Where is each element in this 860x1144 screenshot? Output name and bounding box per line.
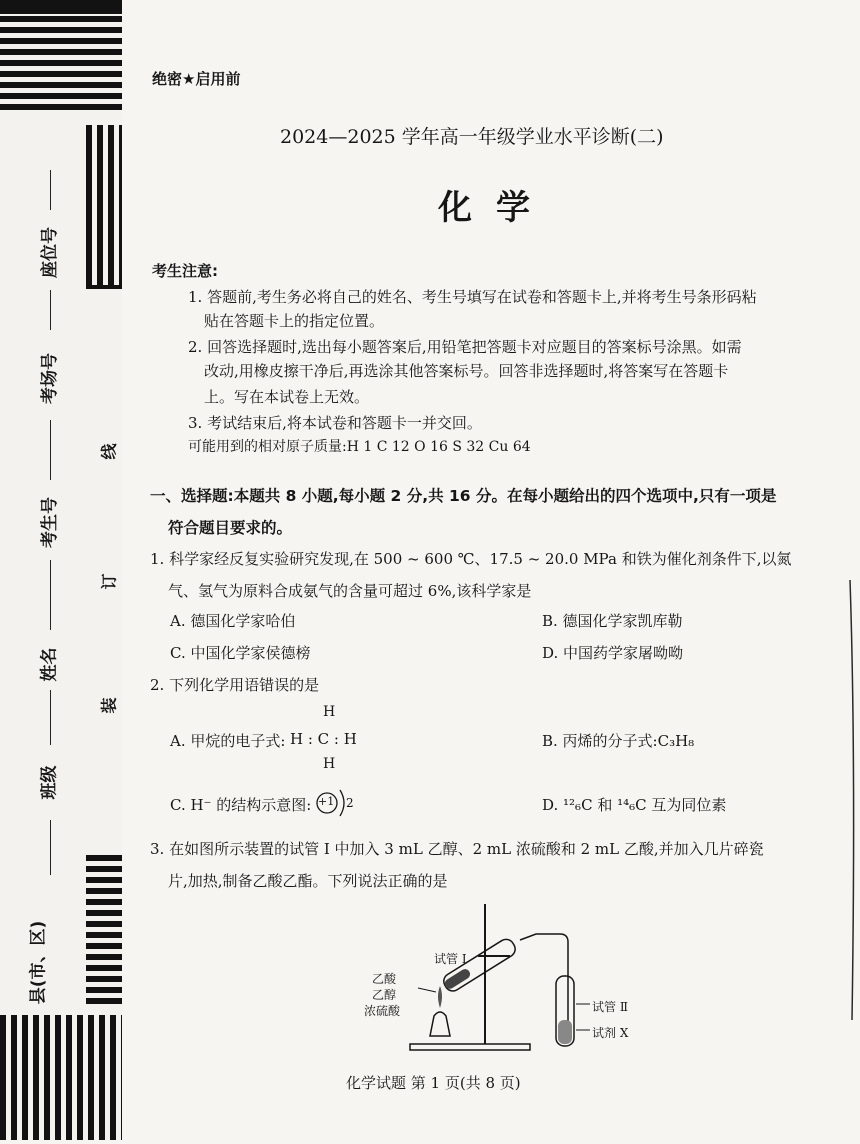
subject-title: 化学	[438, 188, 554, 228]
name-label: 姓名	[39, 647, 60, 682]
notice-item-1-cont: 贴在答题卡上的指定位置。	[204, 312, 385, 330]
hydride-shell-count: 2	[346, 796, 354, 810]
hydride-nucleus: +1	[318, 795, 335, 808]
field-line-3	[50, 420, 51, 480]
q1-option-a: A. 德国化学家哈伯	[170, 612, 296, 630]
reagent-sulfuric-acid-label: 浓硫酸	[364, 1004, 401, 1018]
field-line-1	[50, 170, 51, 210]
barcode-stripes-bottom	[0, 1015, 122, 1140]
binding-sidebar	[0, 0, 122, 1140]
secret-marker: 绝密★启用前	[152, 70, 241, 88]
methane-h-bottom: H	[323, 756, 336, 772]
barcode-stripes-middle	[86, 855, 122, 1005]
section-heading: 一、选择题:本题共 8 小题,每小题 2 分,共 16 分。在每小题给出的四个选项中,只有一项是	[150, 487, 777, 505]
field-line-5	[50, 690, 51, 745]
reagent-acetic-acid-label: 乙酸	[372, 972, 397, 986]
exam-title: 2024—2025 学年高一年级学业水平诊断(二)	[280, 126, 664, 148]
methane-formula: H : C : H	[290, 730, 357, 748]
q3-stem-cont: 片,加热,制备乙酸乙酯。下列说法正确的是	[168, 872, 448, 890]
binding-bind-mark: 装	[99, 697, 119, 714]
field-line-6	[50, 820, 51, 875]
q2-option-d: D. ¹²₆C 和 ¹⁴₆C 互为同位素	[542, 796, 727, 814]
barcode-top	[0, 0, 122, 14]
notice-item-2-cont: 改动,用橡皮擦干净后,再选涂其他答案标号。回答非选择题时,将答案写在答题卡	[204, 362, 729, 380]
q2-stem: 2. 下列化学用语错误的是	[150, 676, 320, 694]
tube-1-label: 试管 Ⅰ	[434, 952, 467, 966]
q1-option-d: D. 中国药学家屠呦呦	[542, 644, 684, 662]
page-edge-curve	[840, 0, 860, 1140]
notice-item-2-cont2: 上。写在本试卷上无效。	[204, 388, 370, 406]
county-label: 县(市、区)	[28, 920, 49, 1005]
atomic-masses: 可能用到的相对原子质量:H 1 C 12 O 16 S 32 Cu 64	[188, 439, 531, 455]
q1-stem-cont: 气、氢气为原料合成氨气的含量可超过 6%,该科学家是	[168, 582, 532, 600]
candidate-number-label: 考生号	[40, 497, 60, 548]
q2-option-a: A. 甲烷的电子式:	[170, 732, 286, 750]
methane-h-top: H	[323, 704, 336, 720]
reagent-ethanol-label: 乙醇	[372, 988, 397, 1002]
q2-option-c: C. H⁻ 的结构示意图:	[170, 796, 312, 814]
section-heading-cont: 符合题目要求的。	[168, 519, 293, 537]
q3-stem: 3. 在如图所示装置的试管 Ⅰ 中加入 3 mL 乙醇、2 mL 浓硫酸和 2 mL 乙酸,并加入几片碎瓷	[150, 840, 764, 858]
room-number-label: 考场号	[40, 353, 60, 404]
reagent-x-label: 试剂 X	[592, 1026, 629, 1040]
q2-option-b: B. 丙烯的分子式:C₃H₈	[542, 732, 695, 750]
seat-number-label: 座位号	[40, 227, 60, 278]
field-line-4	[50, 560, 51, 630]
barcode-stripes-upper	[86, 125, 122, 285]
q1-stem: 1. 科学家经反复实验研究发现,在 500 ~ 600 ℃、17.5 ~ 20.0 MPa 和铁为催化剂条件下,以氮	[150, 550, 792, 568]
barcode-stripes-top	[0, 16, 122, 112]
binding-staple-mark: 订	[99, 573, 119, 590]
q1-option-c: C. 中国化学家侯德榜	[170, 644, 311, 662]
field-line-2	[50, 290, 51, 330]
tube-2-label: 试管 Ⅱ	[592, 1000, 628, 1014]
notice-item-1: 1. 答题前,考生务必将自己的姓名、考生号填写在试卷和答题卡上,并将考生号条形码粘	[188, 288, 757, 306]
q1-option-b: B. 德国化学家凯库勒	[542, 612, 683, 630]
notice-heading: 考生注意:	[152, 262, 218, 280]
class-label: 班级	[39, 765, 60, 800]
notice-item-3: 3. 考试结束后,将本试卷和答题卡一并交回。	[188, 414, 482, 432]
page-footer: 化学试题 第 1 页(共 8 页)	[346, 1074, 521, 1092]
notice-item-2: 2. 回答选择题时,选出每小题答案后,用铅笔把答题卡对应题目的答案标号涂黑。如需	[188, 338, 742, 356]
page-right-edge	[840, 0, 860, 1140]
barcode-block-mid	[86, 285, 122, 289]
binding-line-mark: 线	[99, 443, 119, 460]
